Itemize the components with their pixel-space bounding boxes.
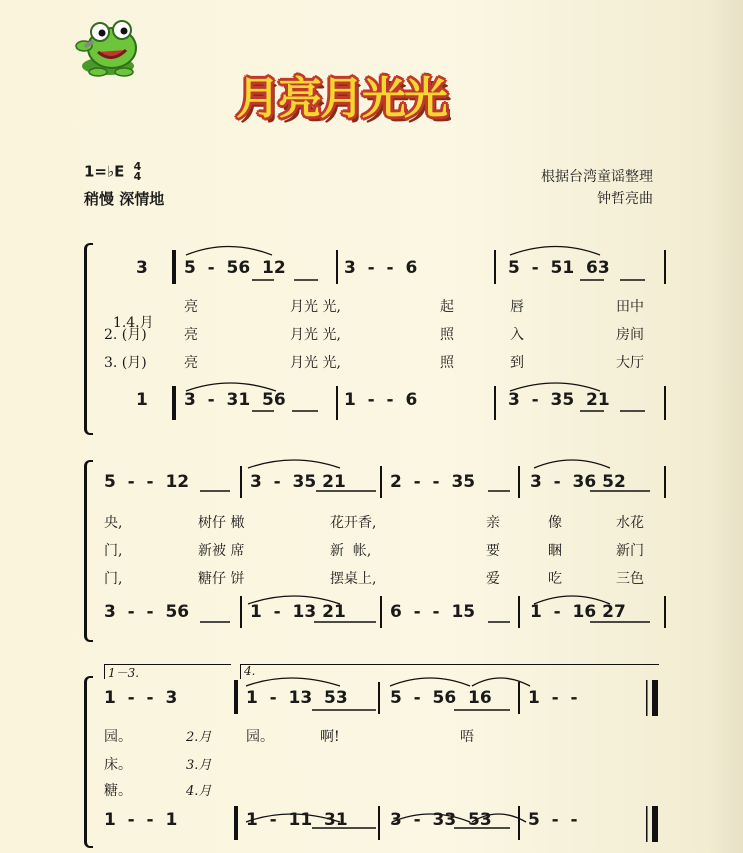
lyric: 到 xyxy=(510,355,524,371)
lower-measure: 3 - 33 53 xyxy=(390,810,492,830)
lower-measure: 1 - 13 21 xyxy=(250,602,346,622)
barline xyxy=(336,386,338,420)
upper-measure: 1 - - xyxy=(528,688,578,708)
lyric: 1.4.月 xyxy=(112,315,154,331)
barline xyxy=(664,250,666,284)
lower-measure: 3 - 35 21 xyxy=(508,390,610,410)
arrangement-credit: 根据台湾童谣整理 xyxy=(541,169,653,185)
barline xyxy=(336,250,338,284)
lyric: 亮 xyxy=(184,299,198,315)
lower-measure: 3 - 31 56 xyxy=(184,390,286,410)
lyric: 睏 xyxy=(548,543,562,559)
lyric: 爱 xyxy=(486,571,500,587)
barline xyxy=(380,596,382,628)
lyric: 照 xyxy=(440,327,454,343)
upper-measure: 3 - 35 21 xyxy=(250,472,346,492)
lyric: 三色 xyxy=(616,571,644,587)
lyric: 房间 xyxy=(616,327,644,343)
barline xyxy=(518,596,520,628)
tempo-marking: 稍慢 深情地 xyxy=(84,190,165,208)
lyric: 门, xyxy=(104,543,123,559)
lower-measure: 3 - - 56 xyxy=(104,602,190,622)
lyric: 新门 xyxy=(616,543,644,559)
system-brace xyxy=(84,676,93,848)
lyric: 月光 光, xyxy=(290,299,341,315)
time-signature xyxy=(134,162,142,182)
lyric: 摆桌上, xyxy=(330,571,377,587)
lyric: 亮 xyxy=(184,327,198,343)
lyric: 起 xyxy=(440,299,454,315)
upper-measure: 2 - - 35 xyxy=(390,472,476,492)
lyric: 吃 xyxy=(548,571,562,587)
upper-measure: 5 - 56 12 xyxy=(184,258,286,278)
barline xyxy=(518,682,520,714)
lower-measure: 6 - - 15 xyxy=(390,602,476,622)
lyric: 糖。 xyxy=(104,783,132,799)
lyric: 2.月 xyxy=(186,730,212,745)
upper-measure: 1 - 13 53 xyxy=(246,688,348,708)
lyric: 照 xyxy=(440,355,454,371)
barline xyxy=(518,806,520,840)
time-bottom: 4 xyxy=(133,170,142,183)
key-signature xyxy=(84,162,141,182)
upper-measure: 5 - 56 16 xyxy=(390,688,492,708)
lyric: 4.月 xyxy=(186,784,212,799)
lower-measure: 1 - - 1 xyxy=(104,810,178,830)
barline xyxy=(494,250,496,284)
barline xyxy=(378,682,380,714)
lyric: 新 帐, xyxy=(330,543,372,559)
lyric: 糖仔 饼 xyxy=(198,571,245,587)
lyric: 像 xyxy=(548,515,562,531)
lyric: 园。 xyxy=(104,729,132,745)
lyric: 园。 xyxy=(246,729,274,745)
lyric: 2. (月) xyxy=(104,327,147,343)
lyric: 要 xyxy=(486,543,500,559)
barline xyxy=(664,466,666,498)
upper-measure: 5 - - 12 xyxy=(104,472,190,492)
lyric: 3.月 xyxy=(186,758,212,773)
lyric: 唔 xyxy=(460,729,474,745)
lyric: 田中 xyxy=(616,299,644,315)
lyric: 新被 席 xyxy=(198,543,245,559)
volta-bracket-2 xyxy=(240,664,659,679)
lower-measure: 1 - - 6 xyxy=(344,390,418,410)
composer-credit: 钟哲亮曲 xyxy=(597,191,653,207)
lyric: 亲 xyxy=(486,515,500,531)
barline xyxy=(664,386,666,420)
key-label: 1=♭E xyxy=(84,162,125,181)
upper-measure: 3 - 36 52 xyxy=(530,472,626,492)
lyric: 树仔 橄 xyxy=(198,515,245,531)
lyric: 月光 光, xyxy=(290,355,341,371)
upper-measure: 3 - - 6 xyxy=(344,258,418,278)
lyric: 3. (月) xyxy=(104,355,147,371)
lyric: 入 xyxy=(510,327,524,343)
lower-measure: 1 - 11 31 xyxy=(246,810,348,830)
lyric: 啊! xyxy=(320,729,340,745)
lyric: 唇 xyxy=(510,299,524,315)
upper-note-lead: 3 xyxy=(136,258,148,278)
barline xyxy=(518,466,520,498)
lyric: 亮 xyxy=(184,355,198,371)
song-title: 月亮月光光 xyxy=(236,73,446,124)
lower-measure: 5 - - xyxy=(528,810,578,830)
barline xyxy=(380,466,382,498)
system-brace xyxy=(84,243,93,435)
barline xyxy=(378,806,380,840)
barline xyxy=(494,386,496,420)
upper-measure: 5 - 51 63 xyxy=(508,258,610,278)
lower-measure: 1 - 16 27 xyxy=(530,602,626,622)
barline xyxy=(664,596,666,628)
system-brace xyxy=(84,460,93,642)
barline xyxy=(240,596,242,628)
lyric: 花开香, xyxy=(330,515,377,531)
barline xyxy=(240,466,242,498)
lyric: 门, xyxy=(104,571,123,587)
upper-measure: 1 - - 3 xyxy=(104,688,178,708)
volta-label-1: 1－3. xyxy=(108,666,140,680)
lyric: 月光 光, xyxy=(290,327,341,343)
lower-note-lead: 1 xyxy=(136,390,148,410)
lyric: 央, xyxy=(104,515,123,531)
lyric: 床。 xyxy=(104,757,132,773)
lyric: 水花 xyxy=(616,515,644,531)
lyric: 大厅 xyxy=(616,355,644,371)
volta-label-2: 4. xyxy=(244,664,256,678)
time-top: 4 xyxy=(133,160,142,173)
